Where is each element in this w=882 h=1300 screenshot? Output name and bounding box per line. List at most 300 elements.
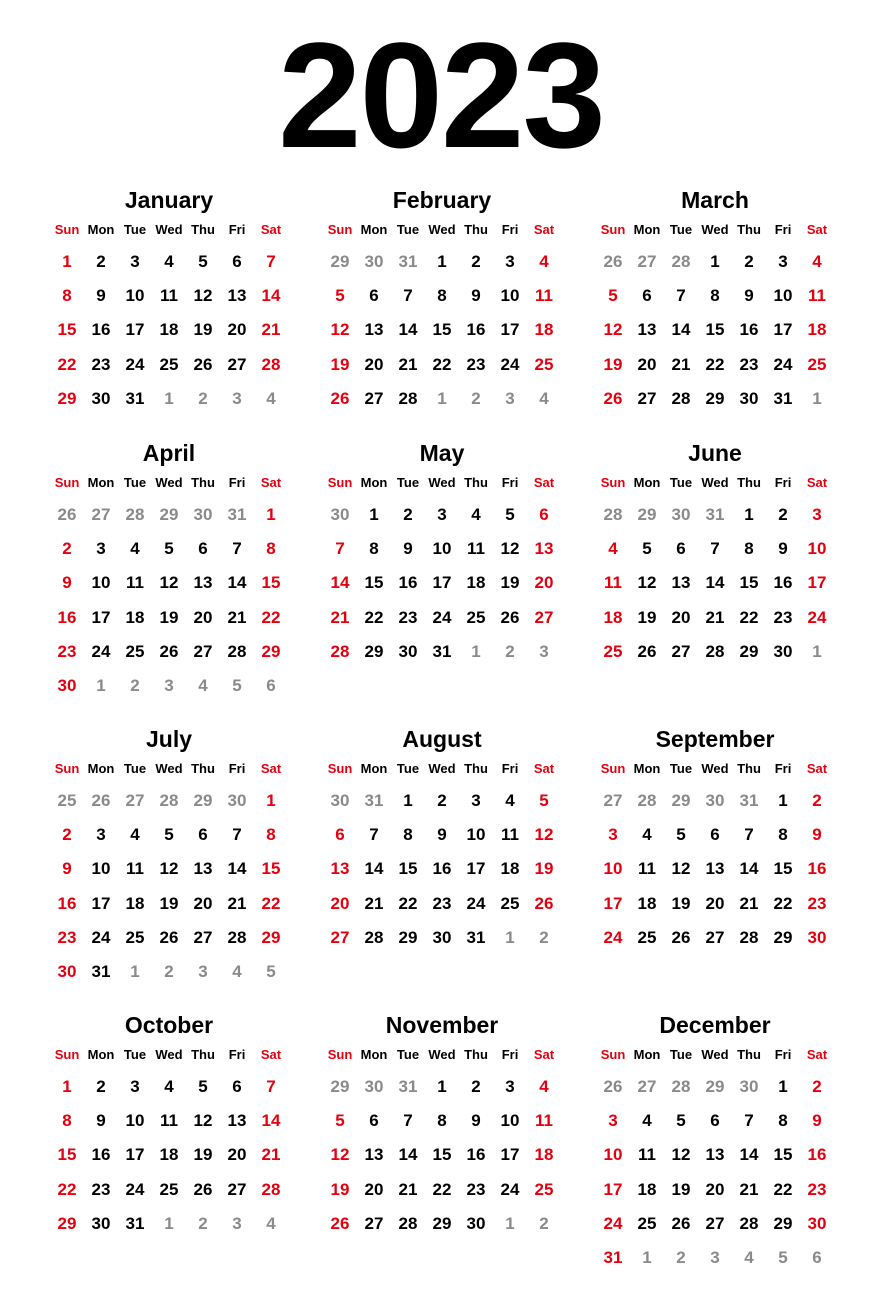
day-cell: 4 xyxy=(164,252,174,271)
day-cell: 3 xyxy=(130,1077,140,1096)
day-cell: 30 xyxy=(466,1213,486,1233)
weekday-label: Sat xyxy=(260,761,282,776)
weekday-label: Tue xyxy=(669,1047,693,1062)
day-cell: 20 xyxy=(330,893,350,913)
day-cell: 11 xyxy=(501,825,519,845)
day-cell: 13 xyxy=(227,1111,247,1131)
weekday-label: Sat xyxy=(533,761,555,776)
day-cell: 20 xyxy=(534,573,554,593)
adjacent-month-day: 5 xyxy=(232,675,242,695)
day-cell: 29 xyxy=(261,641,281,661)
day-cell: 29 xyxy=(398,927,418,947)
weekday-label: Sun xyxy=(600,761,626,776)
weekday-label: Thu xyxy=(464,761,488,776)
day-cell: 15 xyxy=(432,1145,452,1165)
day-cell: 29 xyxy=(773,1213,793,1233)
day-cell: 8 xyxy=(403,825,413,845)
day-cell: 8 xyxy=(744,539,754,559)
adjacent-month-day: 26 xyxy=(57,505,77,524)
day-cell: 7 xyxy=(266,1077,276,1096)
day-cell: 24 xyxy=(603,927,623,947)
day-cell: 15 xyxy=(739,573,759,593)
day-cell: 2 xyxy=(403,505,413,524)
weekday-label: Mon xyxy=(360,222,388,237)
weekday-label: Tue xyxy=(123,1047,147,1062)
day-cell: 26 xyxy=(500,607,520,627)
adjacent-month-day: 5 xyxy=(266,961,276,981)
day-cell: 10 xyxy=(807,539,827,559)
adjacent-month-day: 30 xyxy=(330,505,350,524)
day-cell: 18 xyxy=(500,859,520,879)
day-cell: 13 xyxy=(671,573,691,593)
weekday-label: Tue xyxy=(123,475,147,490)
adjacent-month-day: 28 xyxy=(603,505,623,524)
weekday-label: Fri xyxy=(228,222,246,237)
weekday-label: Sat xyxy=(260,475,282,490)
adjacent-month-day: 30 xyxy=(705,791,725,810)
day-cell: 6 xyxy=(539,505,549,524)
day-cell: 24 xyxy=(773,354,793,374)
day-cell: 20 xyxy=(227,1145,247,1165)
adjacent-month-day: 1 xyxy=(96,675,106,695)
day-cell: 3 xyxy=(505,252,515,271)
day-cell: 8 xyxy=(437,286,447,306)
day-cell: 21 xyxy=(739,893,759,913)
day-cell: 4 xyxy=(471,505,481,524)
day-cell: 21 xyxy=(261,1145,281,1165)
day-cell: 27 xyxy=(671,641,691,661)
day-cell: 22 xyxy=(432,1179,452,1199)
weekday-label: Thu xyxy=(191,222,215,237)
day-cell: 23 xyxy=(398,607,418,627)
day-cell: 8 xyxy=(778,825,788,845)
weekday-label: Mon xyxy=(87,222,115,237)
day-cell: 2 xyxy=(62,539,72,559)
day-cell: 23 xyxy=(466,354,486,374)
day-cell: 27 xyxy=(193,927,213,947)
adjacent-month-day: 4 xyxy=(232,961,242,981)
weekday-label: Wed xyxy=(428,475,456,490)
day-cell: 23 xyxy=(91,1179,111,1199)
day-cell: 10 xyxy=(91,859,111,879)
day-cell: 11 xyxy=(126,573,144,593)
day-cell: 4 xyxy=(130,825,140,845)
weekday-label: Sun xyxy=(54,1047,80,1062)
adjacent-month-day: 26 xyxy=(603,252,623,271)
adjacent-month-day: 31 xyxy=(364,791,384,810)
weekday-label: Fri xyxy=(774,761,792,776)
day-cell: 1 xyxy=(62,1077,72,1096)
day-cell: 8 xyxy=(62,1111,72,1131)
day-cell: 11 xyxy=(535,286,553,306)
day-cell: 14 xyxy=(261,1111,281,1131)
adjacent-month-day: 3 xyxy=(198,961,208,981)
adjacent-month-day: 6 xyxy=(812,1247,822,1267)
weekday-label: Fri xyxy=(774,222,792,237)
day-cell: 22 xyxy=(739,607,759,627)
adjacent-month-day: 1 xyxy=(130,961,140,981)
day-cell: 24 xyxy=(466,893,486,913)
day-cell: 2 xyxy=(812,791,822,810)
month-september xyxy=(596,724,836,955)
day-cell: 26 xyxy=(637,641,657,661)
day-cell: 31 xyxy=(125,388,145,408)
day-cell: 15 xyxy=(57,1145,77,1165)
day-cell: 13 xyxy=(193,859,213,879)
day-cell: 1 xyxy=(744,505,754,524)
day-cell: 13 xyxy=(364,1145,384,1165)
day-cell: 6 xyxy=(710,1111,720,1131)
day-cell: 5 xyxy=(335,286,345,306)
adjacent-month-day: 4 xyxy=(539,388,549,408)
day-cell: 30 xyxy=(807,927,827,947)
month-november xyxy=(323,1010,563,1241)
day-cell: 2 xyxy=(96,1077,106,1096)
day-cell: 16 xyxy=(432,859,452,879)
day-cell: 20 xyxy=(193,607,213,627)
day-cell: 6 xyxy=(642,286,652,306)
day-cell: 10 xyxy=(91,573,111,593)
day-cell: 3 xyxy=(608,1111,618,1131)
day-cell: 25 xyxy=(466,607,486,627)
weekday-label: Sun xyxy=(327,222,353,237)
day-cell: 16 xyxy=(91,1145,111,1165)
day-cell: 18 xyxy=(637,893,657,913)
weekday-label: Sat xyxy=(260,222,282,237)
day-cell: 5 xyxy=(335,1111,345,1131)
day-cell: 6 xyxy=(335,825,345,845)
day-cell: 14 xyxy=(261,286,281,306)
adjacent-month-day: 31 xyxy=(739,791,759,810)
day-cell: 19 xyxy=(193,320,213,340)
adjacent-month-day: 26 xyxy=(91,791,111,810)
day-cell: 4 xyxy=(505,791,515,810)
day-cell: 3 xyxy=(608,825,618,845)
day-cell: 23 xyxy=(57,641,77,661)
day-cell: 19 xyxy=(671,1179,691,1199)
day-cell: 19 xyxy=(603,354,623,374)
day-cell: 20 xyxy=(364,354,384,374)
day-cell: 23 xyxy=(466,1179,486,1199)
adjacent-month-day: 1 xyxy=(505,1213,515,1233)
day-cell: 7 xyxy=(369,825,379,845)
day-cell: 23 xyxy=(739,354,759,374)
day-cell: 10 xyxy=(773,286,793,306)
weekday-label: Sun xyxy=(54,761,80,776)
adjacent-month-day: 29 xyxy=(159,505,179,524)
day-cell: 11 xyxy=(535,1111,553,1131)
day-cell: 20 xyxy=(671,607,691,627)
weekday-label: Fri xyxy=(228,761,246,776)
adjacent-month-day: 2 xyxy=(676,1247,686,1267)
weekday-label: Tue xyxy=(396,1047,420,1062)
day-cell: 5 xyxy=(539,791,549,810)
day-cell: 16 xyxy=(398,573,418,593)
day-cell: 23 xyxy=(807,1179,827,1199)
day-cell: 31 xyxy=(91,961,111,981)
day-cell: 14 xyxy=(364,859,384,879)
day-cell: 29 xyxy=(773,927,793,947)
day-cell: 27 xyxy=(227,1179,247,1199)
day-cell: 11 xyxy=(467,539,485,559)
day-cell: 19 xyxy=(330,1179,350,1199)
day-cell: 19 xyxy=(500,573,520,593)
day-cell: 7 xyxy=(403,286,413,306)
adjacent-month-day: 29 xyxy=(330,1077,350,1096)
day-cell: 28 xyxy=(227,927,247,947)
day-cell: 18 xyxy=(159,320,179,340)
adjacent-month-day: 1 xyxy=(505,927,515,947)
weekday-label: Fri xyxy=(774,1047,792,1062)
day-cell: 24 xyxy=(125,1179,145,1199)
adjacent-month-day: 28 xyxy=(671,252,691,271)
day-cell: 17 xyxy=(432,573,452,593)
day-cell: 29 xyxy=(57,1213,77,1233)
day-cell: 25 xyxy=(807,354,827,374)
day-cell: 19 xyxy=(193,1145,213,1165)
day-cell: 28 xyxy=(330,641,350,661)
month-name: October xyxy=(124,1012,214,1038)
adjacent-month-day: 29 xyxy=(637,505,657,524)
day-cell: 3 xyxy=(505,1077,515,1096)
day-cell: 18 xyxy=(603,607,623,627)
weekday-label: Sun xyxy=(54,222,80,237)
day-cell: 12 xyxy=(193,286,213,306)
day-cell: 30 xyxy=(398,641,418,661)
weekday-label: Mon xyxy=(360,1047,388,1062)
month-name: September xyxy=(655,726,775,752)
day-cell: 10 xyxy=(500,286,520,306)
day-cell: 31 xyxy=(466,927,486,947)
day-cell: 6 xyxy=(369,1111,379,1131)
day-cell: 16 xyxy=(57,607,77,627)
weekday-label: Sat xyxy=(806,222,828,237)
day-cell: 5 xyxy=(505,505,515,524)
day-cell: 9 xyxy=(471,286,481,306)
adjacent-month-day: 2 xyxy=(471,388,481,408)
weekday-label: Sat xyxy=(260,1047,282,1062)
day-cell: 2 xyxy=(471,1077,481,1096)
day-cell: 23 xyxy=(773,607,793,627)
weekday-label: Thu xyxy=(464,475,488,490)
day-cell: 18 xyxy=(466,573,486,593)
day-cell: 28 xyxy=(398,1213,418,1233)
day-cell: 9 xyxy=(437,825,447,845)
day-cell: 20 xyxy=(705,1179,725,1199)
weekday-label: Mon xyxy=(87,761,115,776)
month-name: June xyxy=(688,440,742,466)
day-cell: 22 xyxy=(773,893,793,913)
day-cell: 10 xyxy=(466,825,486,845)
adjacent-month-day: 3 xyxy=(505,388,515,408)
weekday-label: Fri xyxy=(228,475,246,490)
day-cell: 7 xyxy=(744,825,754,845)
day-cell: 6 xyxy=(710,825,720,845)
adjacent-month-day: 3 xyxy=(232,388,242,408)
day-cell: 3 xyxy=(812,505,822,524)
month-december xyxy=(596,1010,836,1275)
day-cell: 29 xyxy=(739,641,759,661)
day-cell: 2 xyxy=(812,1077,822,1096)
day-cell: 12 xyxy=(330,320,350,340)
weekday-label: Wed xyxy=(701,222,729,237)
weekday-label: Sun xyxy=(54,475,80,490)
day-cell: 28 xyxy=(261,1179,281,1199)
adjacent-month-day: 28 xyxy=(159,791,179,810)
day-cell: 25 xyxy=(637,927,657,947)
day-cell: 1 xyxy=(437,1077,447,1096)
day-cell: 9 xyxy=(96,1111,106,1131)
adjacent-month-day: 4 xyxy=(198,675,208,695)
day-cell: 15 xyxy=(773,859,793,879)
weekday-label: Wed xyxy=(428,1047,456,1062)
day-grid xyxy=(323,1040,563,1241)
day-cell: 4 xyxy=(130,539,140,559)
day-cell: 12 xyxy=(637,573,657,593)
day-cell: 28 xyxy=(227,641,247,661)
day-cell: 21 xyxy=(227,607,247,627)
day-cell: 16 xyxy=(773,573,793,593)
weekday-label: Tue xyxy=(669,222,693,237)
day-cell: 7 xyxy=(266,252,276,271)
day-cell: 27 xyxy=(637,388,657,408)
day-cell: 21 xyxy=(739,1179,759,1199)
day-cell: 22 xyxy=(261,607,281,627)
adjacent-month-day: 30 xyxy=(364,1077,384,1096)
day-cell: 12 xyxy=(671,859,691,879)
adjacent-month-day: 1 xyxy=(642,1247,652,1267)
weekday-label: Wed xyxy=(428,222,456,237)
adjacent-month-day: 1 xyxy=(164,388,174,408)
day-cell: 7 xyxy=(710,539,720,559)
weekday-label: Sat xyxy=(533,475,555,490)
day-cell: 19 xyxy=(671,893,691,913)
day-cell: 22 xyxy=(773,1179,793,1199)
day-cell: 24 xyxy=(603,1213,623,1233)
day-cell: 5 xyxy=(164,825,174,845)
adjacent-month-day: 30 xyxy=(193,505,213,524)
day-cell: 28 xyxy=(739,1213,759,1233)
day-cell: 8 xyxy=(778,1111,788,1131)
day-cell: 8 xyxy=(437,1111,447,1131)
day-cell: 14 xyxy=(227,859,247,879)
day-cell: 27 xyxy=(364,1213,384,1233)
weekday-label: Sun xyxy=(327,1047,353,1062)
day-cell: 20 xyxy=(193,893,213,913)
month-june xyxy=(596,438,836,669)
adjacent-month-day: 29 xyxy=(705,1077,725,1096)
day-cell: 15 xyxy=(773,1145,793,1165)
day-cell: 14 xyxy=(330,573,350,593)
day-cell: 6 xyxy=(232,1077,242,1096)
day-cell: 26 xyxy=(330,388,350,408)
day-cell: 1 xyxy=(266,505,276,524)
month-march xyxy=(596,185,836,416)
day-cell: 1 xyxy=(403,791,413,810)
day-cell: 28 xyxy=(671,388,691,408)
day-cell: 16 xyxy=(739,320,759,340)
day-cell: 30 xyxy=(807,1213,827,1233)
day-cell: 7 xyxy=(232,825,242,845)
day-cell: 9 xyxy=(812,825,822,845)
day-cell: 10 xyxy=(432,539,452,559)
adjacent-month-day: 27 xyxy=(603,791,623,810)
weekday-label: Fri xyxy=(501,1047,519,1062)
day-cell: 22 xyxy=(705,354,725,374)
day-cell: 30 xyxy=(432,927,452,947)
adjacent-month-day: 1 xyxy=(437,388,447,408)
weekday-label: Sat xyxy=(806,1047,828,1062)
adjacent-month-day: 1 xyxy=(812,641,822,661)
weekday-label: Thu xyxy=(191,761,215,776)
day-cell: 15 xyxy=(432,320,452,340)
day-grid xyxy=(596,468,836,669)
day-cell: 7 xyxy=(676,286,686,306)
adjacent-month-day: 27 xyxy=(637,1077,657,1096)
day-cell: 16 xyxy=(807,1145,827,1165)
weekday-label: Tue xyxy=(669,761,693,776)
weekday-label: Tue xyxy=(396,761,420,776)
day-cell: 17 xyxy=(500,320,520,340)
adjacent-month-day: 31 xyxy=(398,252,418,271)
day-cell: 8 xyxy=(62,286,72,306)
day-cell: 7 xyxy=(232,539,242,559)
day-cell: 26 xyxy=(159,641,179,661)
weekday-label: Mon xyxy=(87,475,115,490)
day-cell: 11 xyxy=(808,286,826,306)
day-cell: 22 xyxy=(57,354,77,374)
day-cell: 27 xyxy=(330,927,350,947)
weekday-label: Mon xyxy=(87,1047,115,1062)
adjacent-month-day: 31 xyxy=(398,1077,418,1096)
day-cell: 12 xyxy=(159,859,179,879)
day-grid xyxy=(50,215,290,416)
day-cell: 6 xyxy=(198,825,208,845)
day-cell: 4 xyxy=(164,1077,174,1096)
day-cell: 14 xyxy=(739,1145,759,1165)
weekday-label: Fri xyxy=(501,761,519,776)
day-cell: 9 xyxy=(96,286,106,306)
weekday-label: Tue xyxy=(123,222,147,237)
day-cell: 26 xyxy=(330,1213,350,1233)
day-cell: 5 xyxy=(642,539,652,559)
month-name: December xyxy=(659,1012,771,1038)
month-name: July xyxy=(145,726,193,752)
day-cell: 10 xyxy=(125,286,145,306)
adjacent-month-day: 2 xyxy=(539,1213,549,1233)
day-cell: 5 xyxy=(676,1111,686,1131)
weekday-label: Sun xyxy=(327,475,353,490)
weekday-label: Tue xyxy=(396,475,420,490)
day-cell: 30 xyxy=(57,961,77,981)
day-cell: 21 xyxy=(227,893,247,913)
weekday-label: Mon xyxy=(633,1047,661,1062)
day-cell: 9 xyxy=(744,286,754,306)
adjacent-month-day: 28 xyxy=(125,505,145,524)
adjacent-month-day: 2 xyxy=(130,675,140,695)
day-cell: 14 xyxy=(398,1145,418,1165)
weekday-label: Wed xyxy=(428,761,456,776)
day-cell: 1 xyxy=(437,252,447,271)
day-cell: 21 xyxy=(398,1179,418,1199)
day-cell: 5 xyxy=(676,825,686,845)
day-cell: 15 xyxy=(57,320,77,340)
day-cell: 17 xyxy=(91,607,111,627)
day-cell: 14 xyxy=(671,320,691,340)
day-cell: 27 xyxy=(534,607,554,627)
day-cell: 3 xyxy=(130,252,140,271)
adjacent-month-day: 31 xyxy=(227,505,247,524)
